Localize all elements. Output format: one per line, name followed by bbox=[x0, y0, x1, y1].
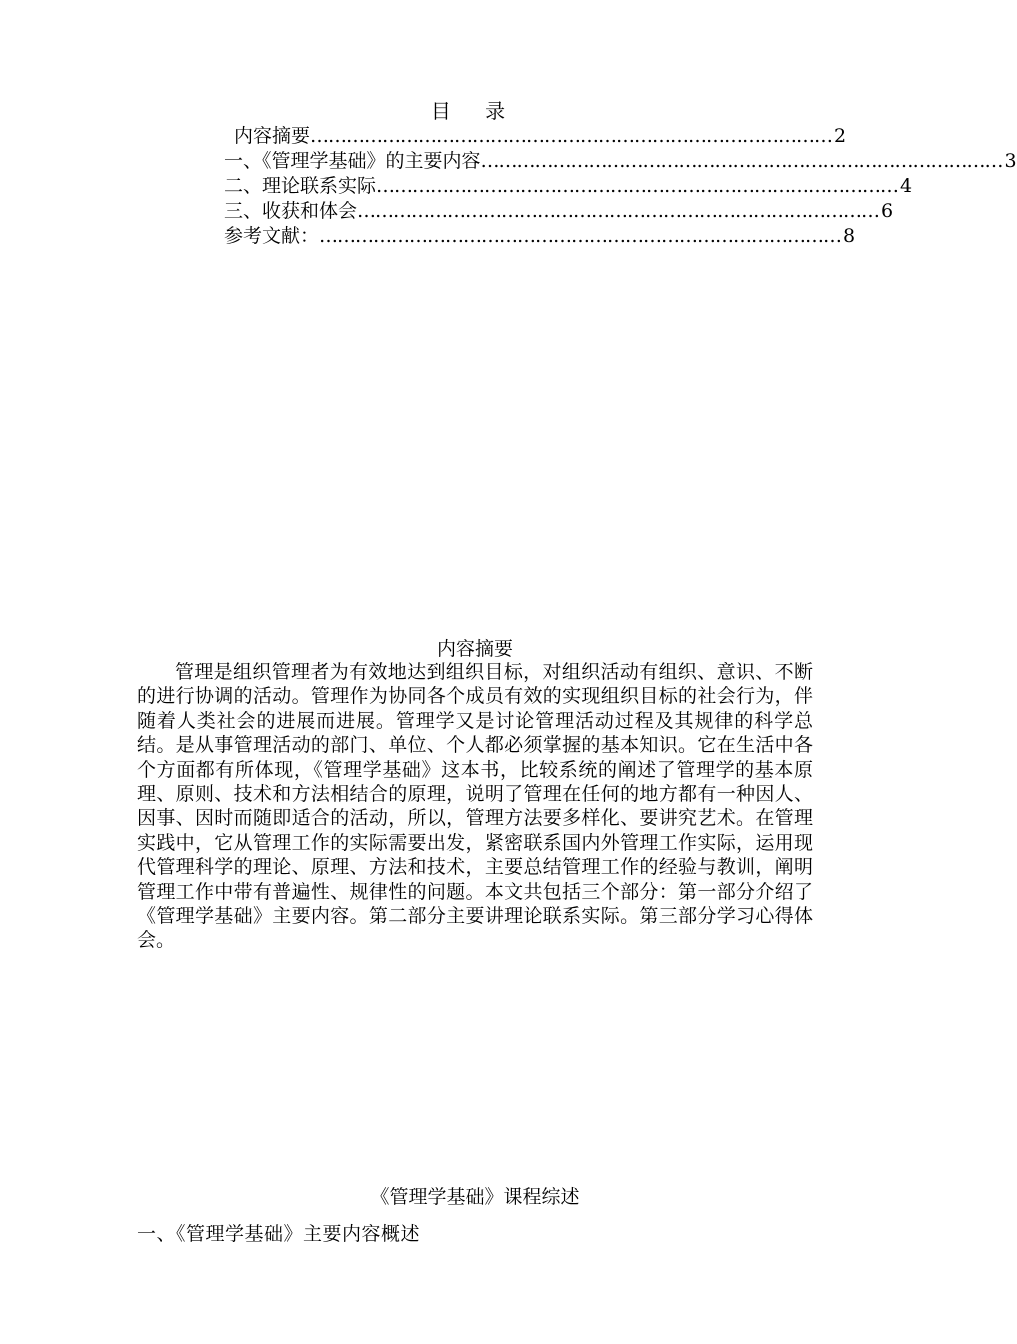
toc-entry-label: 二、理论联系实际 bbox=[224, 175, 377, 197]
section-heading: 一、《管理学基础》主要内容概述 bbox=[137, 1223, 421, 1245]
toc-entry[interactable] bbox=[224, 199, 894, 224]
table-of-contents bbox=[224, 124, 1017, 249]
toc-leader-dots: …………………………………………………………………………… bbox=[310, 125, 833, 147]
toc-leader-dots: …………………………………………………………………………… bbox=[357, 200, 880, 222]
toc-entry-page: 8 bbox=[843, 225, 856, 247]
toc-leader-dots: …………………………………………………………………………… bbox=[376, 175, 899, 197]
review-title: 《管理学基础》课程综述 bbox=[370, 1186, 580, 1208]
toc-entry-page: 4 bbox=[900, 175, 913, 197]
toc-entry[interactable] bbox=[224, 124, 847, 149]
toc-leader-dots: …………………………………………………………………………… bbox=[319, 225, 842, 247]
toc-entry-page: 2 bbox=[834, 125, 847, 147]
abstract-paragraph: 管理是组织管理者为有效地达到组织目标，对组织活动有组织、意识、不断的进行协调的活动。管理作为协同各个成员有效的实现组织目标的社会行为，伴随着人类社会的进展而进展。管理学又是讨论管理活动过程及其规律的科学总结。是从事管理活动的部门、单位、个人都必须掌握的基本知识。它在生活中各个方面都有所体现，《管理学基础》这本书，比较系统的阐述了管理学的基本原理、原则、技术和方法相结合的原理，说明了管理在任何的地方都有一种因人、因事、因时而随即适合的活动，所以，管理方法要多样化、要讲究艺术。在管理实践中，它从管理工作的实际需要出发，紧密联系国内外管理工作实际，运用现代管理科学的理论、原理、方法和技术，主要总结管理工作的经验与教训，阐明管理工作中带有普遍性、规律性的问题。本文共包括三个部分：第一部分介绍了《管理学基础》主要内容。第二部分主要讲理论联系实际。第三部分学习心得体会。 bbox=[137, 661, 813, 952]
toc-entry-page: 6 bbox=[881, 200, 894, 222]
toc-leader-dots: …………………………………………………………………………… bbox=[480, 150, 1003, 172]
toc-entry-label: 三、收获和体会 bbox=[224, 200, 358, 222]
toc-entry-page: 3 bbox=[1004, 150, 1017, 172]
toc-entry-label: 内容摘要 bbox=[234, 125, 311, 147]
toc-entry[interactable] bbox=[224, 174, 913, 199]
toc-entry-label: 一、《管理学基础》的主要内容 bbox=[224, 150, 481, 172]
toc-entry-label: 参考文献： bbox=[224, 225, 320, 247]
toc-title: 目 录 bbox=[430, 99, 520, 123]
abstract-title: 内容摘要 bbox=[436, 638, 513, 660]
toc-entry[interactable] bbox=[224, 224, 856, 249]
toc-entry[interactable] bbox=[224, 149, 1017, 174]
